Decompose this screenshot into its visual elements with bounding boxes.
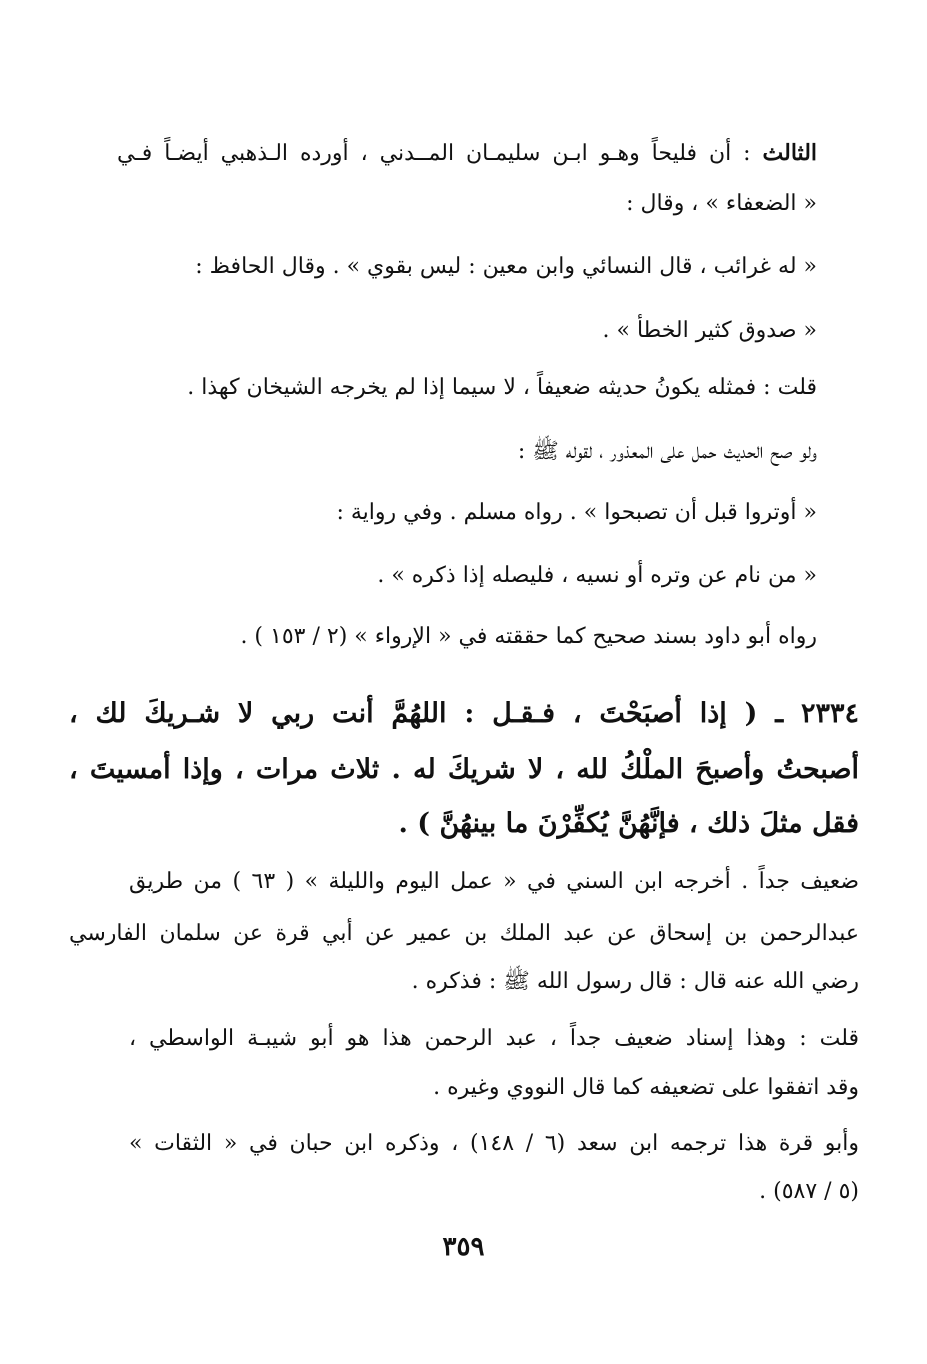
quote-4: « من نام عن وتره أو نسيه ، فليصله إذا ذكره » . bbox=[377, 563, 817, 588]
takhrij-comment-2-line-2: (٥ / ٥٨٧) . bbox=[759, 1179, 859, 1204]
hadith-line-3: فقل مثلَ ذلك ، فإنَّهُنَّ يُكفِّرْنَ ما بينهُنَّ ) . bbox=[398, 808, 859, 839]
hadith-line-1: ٢٣٣٤ ـ ( إذا أصبَحْتَ ، فـقـل : اللهُمَّ أنت ربي لا شـريكَ لك ، bbox=[69, 698, 859, 729]
takhrij-line-1: ضعيف جداً . أخرجه ابن السني في « عمل اليوم والليلة » ( ٦٣ ) من طريق bbox=[129, 869, 859, 894]
quote-3: « أوتروا قبل أن تصبحوا » . رواه مسلم . وفي رواية : bbox=[336, 500, 817, 525]
takhrij-comment-2-line-1: وأبو قرة هذا ترجمه ابن سعد (٦ / ١٤٨) ، وذكره ابن حبان في « الثقات » bbox=[129, 1131, 859, 1156]
quote-1: « له غرائب ، قال النسائي وابن معين : ليس بقوي » . وقال الحافظ : bbox=[195, 254, 817, 279]
takhrij-comment-1-line-1: قلت : وهذا إسناد ضعيف جداً ، عبد الرحمن هذا هو أبو شيبـة الواسطي ، bbox=[129, 1026, 859, 1051]
comment-2: ولو صح الحديث حمل على المعذور ، لقوله ﷺ : bbox=[517, 439, 817, 464]
para-1-line-1 bbox=[117, 133, 817, 173]
para-1-bold-lead: الثالث bbox=[762, 140, 818, 166]
para-1-line-2: « الضعفاء » ، وقال : bbox=[626, 191, 817, 216]
takhrij-comment-1-line-2: وقد اتفقوا على تضعيفه كما قال النووي وغيره . bbox=[433, 1075, 859, 1100]
comment-1: قلت : فمثله يكونُ حديثه ضعيفاً ، لا سيما إذا لم يخرجه الشيخان كهذا . bbox=[187, 375, 817, 400]
page-number: ٣٥٩ bbox=[442, 1232, 485, 1262]
takhrij-line-2: عبدالرحمن بن إسحاق عن عبد الملك بن عمير عن أبي قرة عن سلمان الفارسي bbox=[69, 921, 859, 946]
para-1-line-1-rest: : أن فليحاً وهـو ابـن سليمـان المــدني ، أورده الـذهبي أيضـاً فـي bbox=[117, 141, 751, 166]
takhrij-line-3: رضي الله عنه قال : قال رسول الله ﷺ : فذكره . bbox=[411, 969, 859, 994]
quote-2: « صدوق كثير الخطأ » . bbox=[602, 318, 817, 343]
source-line: رواه أبو داود بسند صحيح كما حققته في « الإرواء » (٢ / ١٥٣ ) . bbox=[240, 624, 817, 649]
hadith-line-2: أصبحتُ وأصبحَ الملْكُ لله ، لا شريكَ له . ثلاث مرات ، وإذا أمسيتَ ، bbox=[69, 754, 859, 785]
